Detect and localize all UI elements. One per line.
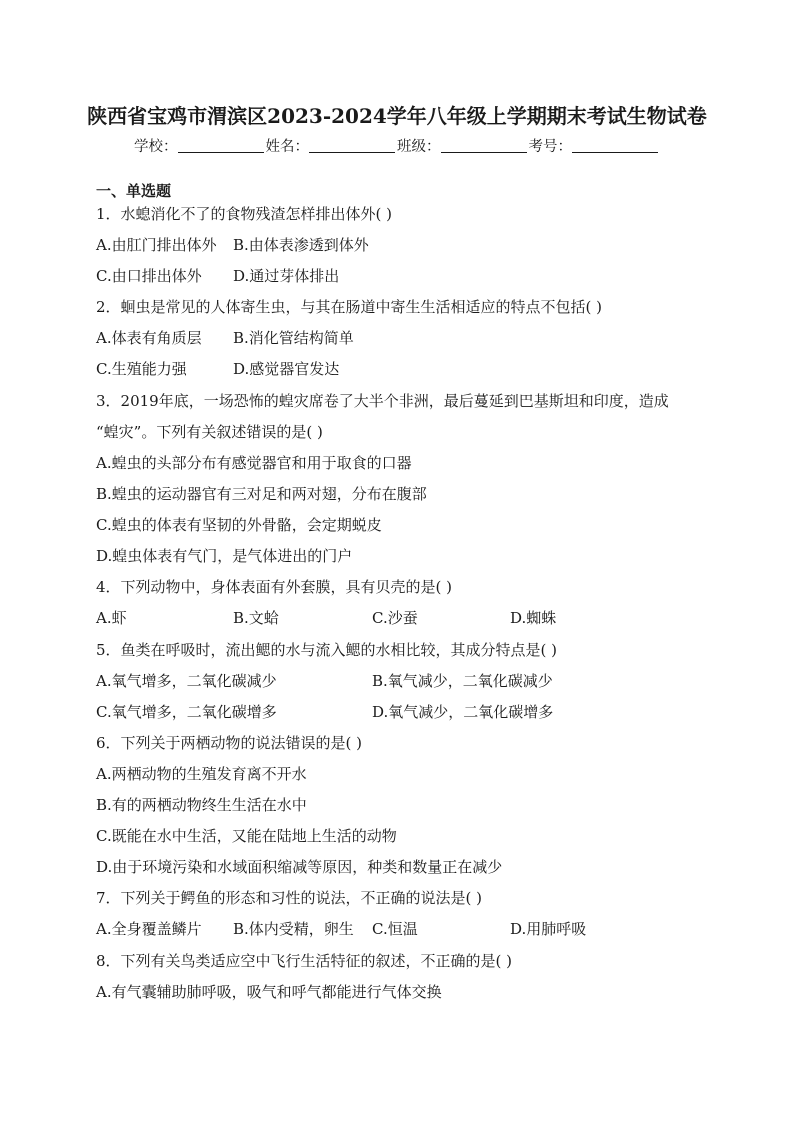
question-5-stem: 5．鱼类在呼吸时，流出鳃的水与流入鳃的水相比较，其成分特点是( ) <box>96 641 558 659</box>
number-label: 考号： <box>528 139 572 155</box>
question-5-option-d[interactable]: D.氧气减少，二氧化碳增多 <box>372 703 554 721</box>
question-7-option-b[interactable]: B.体内受精，卵生 <box>233 920 354 938</box>
school-blank[interactable] <box>178 138 264 153</box>
question-4-option-d[interactable]: D.蜘蛛 <box>510 609 557 627</box>
exam-title: 陕西省宝鸡市渭滨区2023-2024学年八年级上学期期末考试生物试卷 <box>87 104 707 128</box>
question-2-option-b[interactable]: B.消化管结构简单 <box>233 329 354 347</box>
question-8-stem: 8．下列有关鸟类适应空中飞行生活特征的叙述，不正确的是( ) <box>96 952 513 970</box>
question-5-option-a[interactable]: A.氧气增多，二氧化碳减少 <box>96 672 277 690</box>
question-2-option-a[interactable]: A.体表有角质层 <box>96 329 202 347</box>
question-4-stem: 4．下列动物中，身体表面有外套膜，具有贝壳的是( ) <box>96 578 453 596</box>
question-7-option-c[interactable]: C.恒温 <box>372 920 418 938</box>
question-7-stem: 7．下列关于鳄鱼的形态和习性的说法，不正确的说法是( ) <box>96 889 483 907</box>
student-info-row <box>0 135 794 156</box>
question-6-option-b[interactable]: B.有的两栖动物终生生活在水中 <box>96 796 307 814</box>
question-6-option-c[interactable]: C.既能在水中生活，又能在陆地上生活的动物 <box>96 827 397 845</box>
class-label: 班级： <box>397 139 441 155</box>
question-1-option-d[interactable]: D.通过芽体排出 <box>233 267 340 285</box>
question-1-stem: 1．水螅消化不了的食物残渣怎样排出体外( ) <box>96 205 393 223</box>
question-3-stem-continued: “蝗灾”。下列有关叙述错误的是( ) <box>96 423 323 441</box>
question-1-option-b[interactable]: B.由体表渗透到体外 <box>233 236 369 254</box>
question-3-option-c[interactable]: C.蝗虫的体表有坚韧的外骨骼，会定期蜕皮 <box>96 516 382 534</box>
question-8-option-a[interactable]: A.有气囊辅助肺呼吸，吸气和呼气都能进行气体交换 <box>96 983 442 1001</box>
question-2-option-c[interactable]: C.生殖能力强 <box>96 360 187 378</box>
question-4-option-b[interactable]: B.文蛤 <box>233 609 279 627</box>
question-2-stem: 2．蛔虫是常见的人体寄生虫，与其在肠道中寄生生活相适应的特点不包括( ) <box>96 298 603 316</box>
number-blank[interactable] <box>572 138 658 153</box>
question-7-option-a[interactable]: A.全身覆盖鳞片 <box>96 920 202 938</box>
question-3-option-d[interactable]: D.蝗虫体表有气门，是气体进出的门户 <box>96 547 353 565</box>
question-2-option-d[interactable]: D.感觉器官发达 <box>233 360 340 378</box>
school-label: 学校： <box>134 139 178 155</box>
question-5-option-c[interactable]: C.氧气增多，二氧化碳增多 <box>96 703 277 721</box>
name-blank[interactable] <box>309 138 395 153</box>
question-7-option-d[interactable]: D.用肺呼吸 <box>510 920 587 938</box>
section-heading: 一、单选题 <box>96 182 172 200</box>
class-blank[interactable] <box>441 138 527 153</box>
question-6-option-a[interactable]: A.两栖动物的生殖发育离不开水 <box>96 765 307 783</box>
question-4-option-c[interactable]: C.沙蚕 <box>372 609 418 627</box>
question-3-option-a[interactable]: A.蝗虫的头部分布有感觉器官和用于取食的口器 <box>96 454 412 472</box>
question-4-option-a[interactable]: A.虾 <box>96 609 127 627</box>
question-1-option-a[interactable]: A.由肛门排出体外 <box>96 236 217 254</box>
question-3-option-b[interactable]: B.蝗虫的运动器官有三对足和两对翅，分布在腹部 <box>96 485 427 503</box>
question-5-option-b[interactable]: B.氧气减少，二氧化碳减少 <box>372 672 553 690</box>
name-label: 姓名： <box>265 139 309 155</box>
question-6-stem: 6．下列关于两栖动物的说法错误的是( ) <box>96 734 363 752</box>
question-1-option-c[interactable]: C.由口排出体外 <box>96 267 202 285</box>
question-3-stem: 3．2019年底，一场恐怖的蝗灾席卷了大半个非洲，最后蔓延到巴基斯坦和印度，造成 <box>96 392 669 410</box>
question-6-option-d[interactable]: D.由于环境污染和水域面积缩减等原因，种类和数量正在减少 <box>96 858 503 876</box>
